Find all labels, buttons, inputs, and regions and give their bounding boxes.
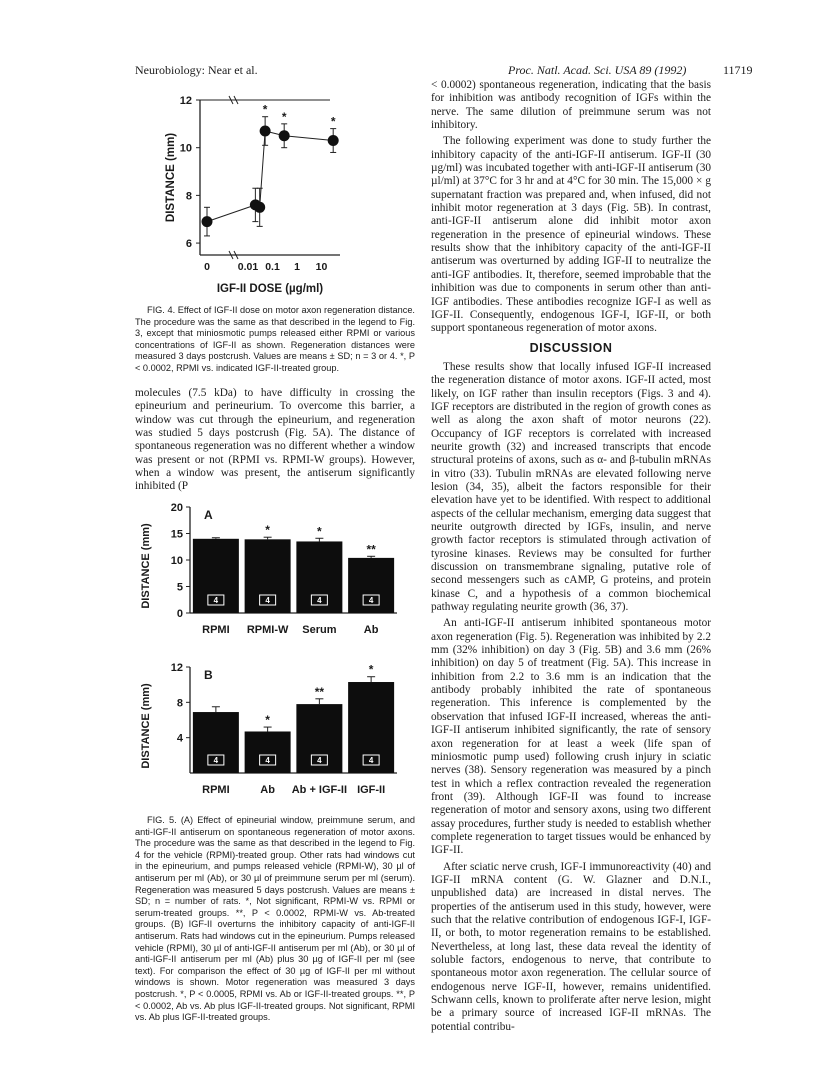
left-paragraph: molecules (7.5 kDa) to have difficulty in crossing the epineurium and perineurium. To overcome this barrier, a window was cut through the epineurium, and regeneration was studied 5 days postcrush (Fig. 5A). The distance of spontaneous regeneration was no different whether a window was present or not (RPMI vs. RPMI-W groups). However, when a window was present, the antiserum significantly inhibited (P <box>135 387 415 493</box>
fig4-x-tick-label: 0 <box>204 261 210 273</box>
fig5b-n-label: 4 <box>317 756 322 765</box>
fig4-data-point <box>254 202 265 213</box>
fig4-x-tick-label: 0.01 <box>237 261 259 273</box>
right-paragraph-2: The following experiment was done to study further the inhibitory capacity of the anti-IGF-II antiserum. IGF-II (30 µg/ml) was incubated together with anti-IGF-II antiserum (30 µl/ml) at 37°C for 3 hr and at 4°C for 30 min. The 15,000 × g supernatant fraction was prepared and, when infused, did not inhibit motor regeneration at 3 days (Fig. 5B). In contrast, anti-IGF-II antiserum alone did inhibit motor axon regeneration in the presence of epineurial windows. These results show that the inhibitory capacity of the anti-IGF-II antiserum was overturned by adding IGF-II to neutralize the anti-IGF antibodies. It, therefore, seemed improbable that the inhibition was due to components in serum other than anti-IGF antibodies. These antibodies recognize IGF-I as well as IGF-II. Consequently, endogenous IGF-I, IGF-II, or both support spontaneous regeneration of motor axons. <box>431 135 711 335</box>
fig5a-n-label: 4 <box>265 596 270 605</box>
fig4-y-tick-label: 8 <box>185 190 192 203</box>
fig5a-category-label: RPMI <box>202 624 230 636</box>
fig5-caption-text: FIG. 5. (A) Effect of epineurial window, preimmune serum, and anti-IGF-II antiserum on spontaneous regeneration of motor axons. The procedure was the same as that described in the legend to Fig. 4 for the vehicle (RPMI)-treated group. Other rats had windows cut in the epineurium, and pumps released vehicle (RPMI-W), 30 µl of antiserum per ml (Ab), or 30 µl of preimmune serum per ml (serum). Regeneration was measured 5 days postcrush. Values are means ± SD; n = number of rats. *, Not significant, RPMI-W vs. RPMI or serum-treated groups. **, P < 0.0002, RPMI-W vs. Ab-treated groups. (B) IGF-II overturns the inhibitory capacity of anti-IGF-II antiserum. Rats had windows cut in the epineurium. Pumps released vehicle (RPMI), 30 µl of anti-IGF-II antiserum per ml (Ab), or 30 µl of anti-IGF-II antiserum per ml (Ab) plus 30 µg of IGF-II per ml (see text). For comparison the effect of 30 µg of IGF-II per ml without windows is shown. Motor regeneration was measured 3 days postcrush. *, P < 0.0005, RPMI vs. Ab or IGF-II-treated groups. **, P < 0.0002, Ab vs. Ab plus IGF-II-treated groups. Not significant, RPMI vs. Ab plus IGF-II-treated groups. <box>135 815 415 1023</box>
right-paragraph-5: After sciatic nerve crush, IGF-I immunoreactivity (40) and IGF-II mRNA content (G. W. Glazner and D.N.I., unpublished data) are increased in distal nerves. The properties of the antiserum used in this study, however, were such that the relative contribution of endogenous IGF-I, IGF-II, or both, to motor regeneration remains to be established. Nevertheless, at long last, these data reveal the identity of soluble factors, endogenous to nerve, that contribute to spontaneous motor axon regeneration. The cellular source of endogenous nerve IGF-II, however, remains unidentified. Schwann cells, known to proliferate after nerve lesion, might be a primary source of increased IGF-II mRNAs. The potential contribu- <box>431 860 711 1033</box>
fig5a-panel-label: A <box>204 508 213 522</box>
fig4-y-tick-label: 6 <box>185 238 192 251</box>
fig4-caption <box>135 305 415 375</box>
fig5b-chart <box>135 655 405 805</box>
fig5a-y-tick-label: 10 <box>170 555 183 567</box>
fig5a-y-tick-label: 20 <box>170 502 183 514</box>
fig4-caption-text: FIG. 4. Effect of IGF-II dose on motor axon regeneration distance. The procedure was the same as that described in the legend to Fig. 3, except that miniosmotic pumps released either RPMI or various concentrations of IGF-II as shown. Regeneration distances were measured 3 days postcrush. Values are means ± SD; n = 3 or 4. *, P < 0.0002, RPMI vs. indicated IGF-II-treated group. <box>135 305 415 373</box>
fig4-significance-label: * <box>262 102 268 117</box>
fig4-data-point <box>260 126 271 137</box>
fig4-data-point <box>328 135 339 146</box>
right-paragraph-3: These results show that locally infused IGF-II increased the regeneration distance of motor axons. IGF-II acted, most likely, on IGF rather than insulin receptors (Figs. 3 and 4). IGF receptors are distributed in the region of growth cones as well as along the axon shaft of motor neurons (22). Occupancy of IGF receptors is correlated with increased neurite growth (32) and increased transcripts that encode structural proteins of axons, such as α- and β-tubulin mRNAs in vitro (33). Tubulin mRNAs are elevated following nerve lesion (34, 35), albeit the factors responsible for their elevation have yet to be identified. With respect to additional aspects of the cellular mechanism, emerging data suggest that neurite outgrowth directed by IGFs, insulin, and nerve growth factor receptors is stimulated through activation of tyrosine kinases. Reviews may be consulted for further discussion on transmembrane signaling, putative role of second messengers such as cAMP, G proteins, and protein kinase C, and a hypothesis of a common biochemical pathway regulating neurite growth (36, 37). <box>431 360 711 614</box>
right-paragraph-1: < 0.0002) spontaneous regeneration, indicating that the basis for inhibition was antibody recognition of IGFs within the nerve. The same dilution of preimmune serum was not inhibitory. <box>431 79 711 132</box>
fig5b-category-label: Ab + IGF-II <box>291 784 348 796</box>
fig5b-panel-label: B <box>204 668 213 682</box>
right-column <box>431 79 711 1037</box>
discussion-heading: DISCUSSION <box>529 340 613 355</box>
fig5a-y-tick-label: 5 <box>176 581 183 594</box>
fig5a-n-label: 4 <box>317 596 322 605</box>
fig5b-bar <box>245 731 291 773</box>
fig5a-chart <box>135 495 405 645</box>
fig5a-significance-label: ** <box>366 542 376 557</box>
fig5a-category-label: RPMI-W <box>246 624 289 636</box>
fig4-x-tick-label: 1 <box>294 261 300 273</box>
fig4-y-tick-label: 12 <box>179 95 192 107</box>
fig4-series-line <box>207 131 333 222</box>
fig5a-significance-label: * <box>317 524 322 539</box>
fig5a-y-tick-label: 15 <box>170 528 183 541</box>
fig4-y-axis-label: DISTANCE (mm) <box>165 132 177 223</box>
fig4-significance-label: * <box>281 109 287 124</box>
fig5b-significance-label: * <box>368 662 374 677</box>
running-header-journal: Proc. Natl. Acad. Sci. USA 89 (1992) <box>508 63 687 77</box>
fig5b-n-label: 4 <box>213 756 219 765</box>
fig4-x-axis-label: IGF-II DOSE (µg/ml) <box>216 283 324 295</box>
fig4-significance-label: * <box>330 114 336 129</box>
page-number: 11719 <box>723 63 753 77</box>
fig5b-category-label: RPMI <box>202 784 230 796</box>
fig4-y-tick-label: 10 <box>179 142 192 155</box>
fig5b-n-label: 4 <box>368 756 374 765</box>
fig5b-n-label: 4 <box>265 756 270 765</box>
fig5b-significance-label: * <box>265 713 270 728</box>
fig5a-category-label: Serum <box>302 624 337 636</box>
fig5b-y-tick-label: 12 <box>170 662 183 674</box>
fig4-chart <box>160 85 360 305</box>
left-body-text <box>135 387 415 497</box>
fig5b-y-axis-label: DISTANCE (mm) <box>140 683 152 769</box>
fig4-data-point <box>279 130 290 141</box>
fig5b-category-label: Ab <box>260 784 275 796</box>
fig5b-y-tick-label: 8 <box>176 697 183 710</box>
fig4-data-point <box>202 216 213 227</box>
fig5a-n-label: 4 <box>213 596 219 605</box>
fig5a-y-tick-label: 0 <box>176 608 183 620</box>
fig5a-category-label: Ab <box>363 624 379 636</box>
fig5a-n-label: 4 <box>368 596 374 605</box>
fig4-x-tick-label: 0.1 <box>265 261 280 273</box>
fig5a-significance-label: * <box>265 523 270 538</box>
fig5b-significance-label: ** <box>314 684 325 699</box>
fig5-caption <box>135 815 415 1024</box>
fig5b-y-tick-label: 4 <box>176 732 183 745</box>
running-header-authors: Neurobiology: Near et al. <box>135 63 258 77</box>
fig4-x-tick-label: 10 <box>315 261 328 273</box>
right-paragraph-4: An anti-IGF-II antiserum inhibited spontaneous motor axon regeneration (Fig. 5). Regeneration was inhibited by 2.2 mm (32% inhibition) on day 3 (Fig. 5B) and 3.6 mm (26% inhibition) on day 5 of treatment (Fig. 5A). This increase in inhibition from 2.2 to 3.6 mm is an indication that the antibody probably inhibited the rate of spontaneous regeneration. This inference is complemented by the observation that infused IGF-II increased, whereas the anti-IGF-II antiserum inhibited significantly, the rate of sensory axon regeneration for at least a week (life span of miniosmotic pump used) following crush injury in sciatic nerves (38). Sensory regeneration was measured by a pinch test in which a reflex contraction revealed the regeneration front (39). Although IGF-II was found to increase regeneration of motor and sensory axons, using two different assay procedures, further study is needed to establish whether complete regeneration to target tissues would be enhanced by IGF-II. <box>431 617 711 857</box>
fig5b-category-label: IGF-II <box>357 784 386 796</box>
fig5a-y-axis-label: DISTANCE (mm) <box>140 523 152 609</box>
